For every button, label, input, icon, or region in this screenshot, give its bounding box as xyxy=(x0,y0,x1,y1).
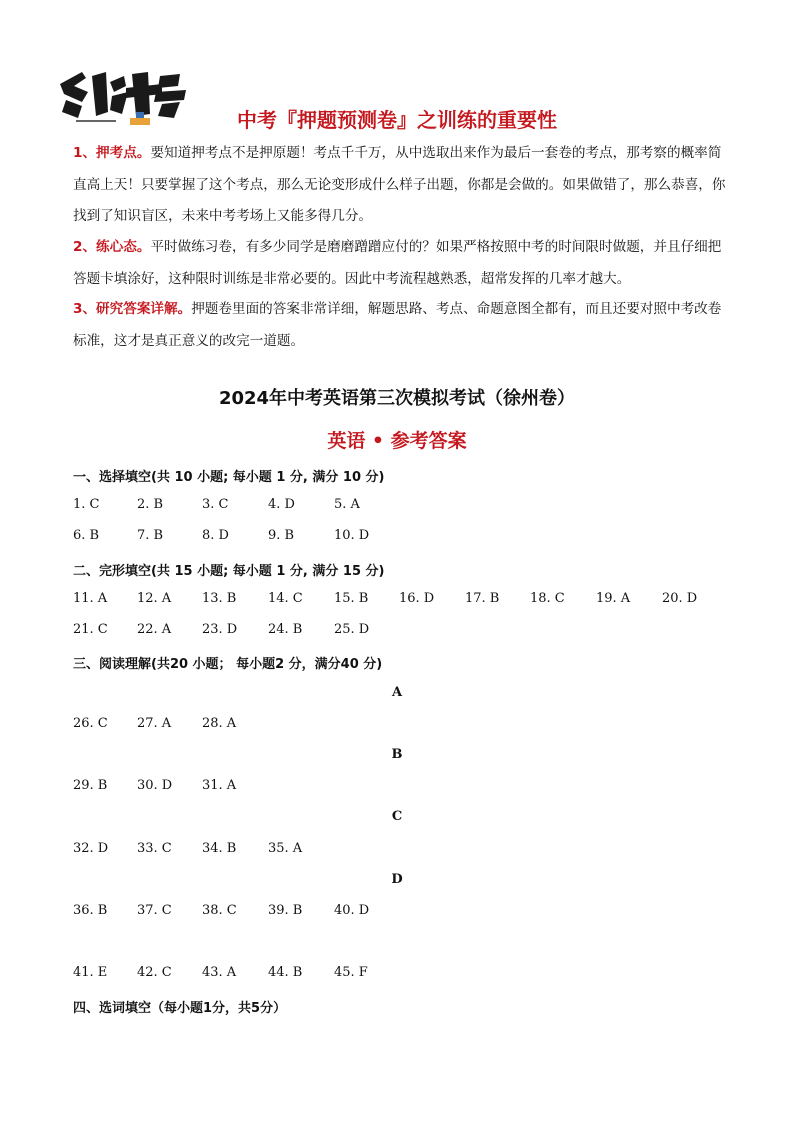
answer-item: 36. B xyxy=(73,903,108,918)
answer-item: 30. D xyxy=(137,778,173,793)
answer-item: 1. C xyxy=(73,497,100,512)
answer-item: 33. C xyxy=(137,841,172,856)
answer-item: 5. A xyxy=(334,497,360,512)
answer-item: 38. C xyxy=(202,903,237,918)
answer-item: 11. A xyxy=(73,591,108,606)
answer-item: 34. B xyxy=(202,841,237,856)
answer-item: 14. C xyxy=(268,591,303,606)
answer-item: 31. A xyxy=(202,778,237,793)
answer-item: 39. B xyxy=(268,903,303,918)
answer-item: 22. A xyxy=(137,622,172,637)
answer-item: 10. D xyxy=(334,528,370,543)
tip-2 xyxy=(73,232,733,295)
answer-item: 40. D xyxy=(334,903,370,918)
answer-item: 7. B xyxy=(137,528,164,543)
answer-item: 4. D xyxy=(268,497,295,512)
tip-lead: 3、研究答案详解。 xyxy=(73,301,192,317)
answer-item: 45. F xyxy=(334,965,368,980)
section-heading-1: 一、选择填空(共 10 小题; 每小题 1 分, 满分 10 分) xyxy=(73,470,385,485)
tip-lead: 2、练心态。 xyxy=(73,239,151,255)
exam-title: 2024年中考英语第三次模拟考试（徐州卷） xyxy=(218,388,576,409)
passage-label-b: B xyxy=(391,747,403,762)
answer-item: 41. E xyxy=(73,965,108,980)
section-heading-4: 四、选词填空（每小题1分，共5分） xyxy=(73,1001,287,1016)
answer-item: 13. B xyxy=(202,591,237,606)
answer-key-title: 英语 • 参考答案 xyxy=(327,430,467,452)
answer-item: 12. A xyxy=(137,591,172,606)
answer-item: 25. D xyxy=(334,622,370,637)
tip-body: 要知道押考点不是押原题！考点千千万，从中选取出来作为最后一套卷的考点，那考察的概率简直高上天！只要掌握了这个考点，那么无论变形成什么样子出题，你都是会做的。如果做错了，那么恭喜，你找到了知识盲区，未来中考考场上又能多得几分。 xyxy=(73,145,726,224)
answer-item: 44. B xyxy=(268,965,303,980)
section-heading-2: 二、完形填空(共 15 小题; 每小题 1 分, 满分 15 分) xyxy=(73,564,385,579)
answer-item: 29. B xyxy=(73,778,108,793)
answer-item: 43. A xyxy=(202,965,237,980)
answer-item: 9. B xyxy=(268,528,295,543)
banner-title: 中考『押题预测卷』之训练的重要性 xyxy=(237,108,557,132)
answer-item: 35. A xyxy=(268,841,303,856)
answer-item: 18. C xyxy=(530,591,565,606)
answer-item: 21. C xyxy=(73,622,108,637)
answer-item: 23. D xyxy=(202,622,238,637)
section-heading-3: 三、阅读理解(共20 小题； 每小题2 分，满分40 分) xyxy=(73,657,383,672)
answer-item: 24. B xyxy=(268,622,303,637)
answer-item: 28. A xyxy=(202,716,237,731)
passage-label-d: D xyxy=(391,872,403,887)
passage-label-a: A xyxy=(391,685,403,700)
answer-item: 6. B xyxy=(73,528,100,543)
answer-item: 37. C xyxy=(137,903,172,918)
answer-item: 27. A xyxy=(137,716,172,731)
answer-item: 17. B xyxy=(465,591,500,606)
answer-item: 26. C xyxy=(73,716,108,731)
answer-item: 42. C xyxy=(137,965,172,980)
answer-item: 19. A xyxy=(596,591,631,606)
tip-3 xyxy=(73,294,733,357)
tip-lead: 1、押考点。 xyxy=(73,145,151,161)
answer-item: 15. B xyxy=(334,591,369,606)
tip-body: 平时做练习卷，有多少同学是磨磨蹭蹭应付的？如果严格按照中考的时间限时做题，并且仔细把答题卡填涂好，这种限时训练是非常必要的。因此中考流程越熟悉，超常发挥的几率才越大。 xyxy=(73,239,722,287)
answer-item: 20. D xyxy=(662,591,698,606)
answer-item: 3. C xyxy=(202,497,229,512)
answer-item: 8. D xyxy=(202,528,229,543)
answer-item: 16. D xyxy=(399,591,435,606)
tip-1 xyxy=(73,138,733,233)
answer-item: 2. B xyxy=(137,497,164,512)
tip-body: 押题卷里面的答案非常详细，解题思路、考点、命题意图全都有，而且还要对照中考改卷标准，这才是真正意义的改完一道题。 xyxy=(73,301,722,349)
answer-item: 32. D xyxy=(73,841,109,856)
passage-label-c: C xyxy=(391,809,403,824)
